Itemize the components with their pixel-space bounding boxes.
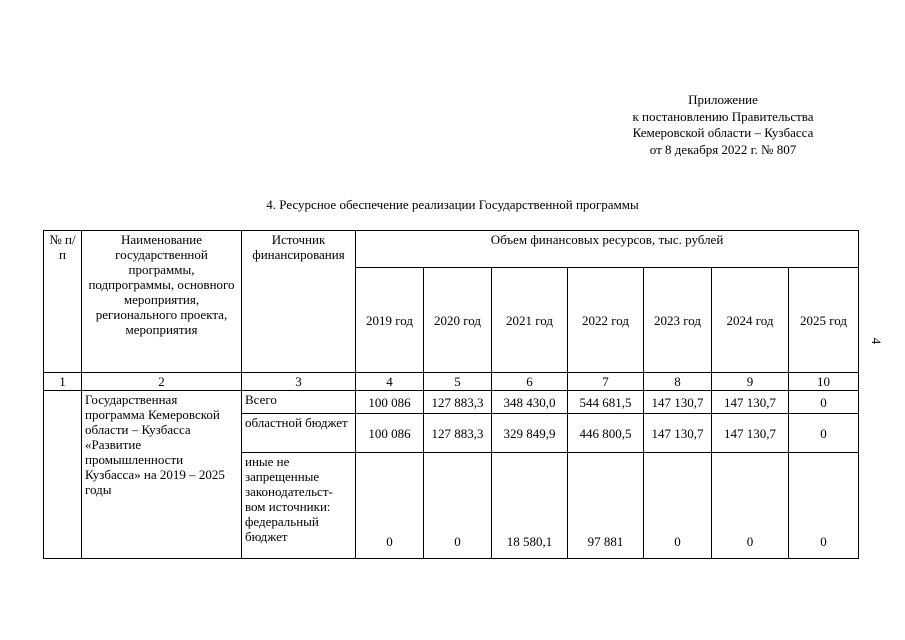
appendix-line: к постановлению Правительства <box>632 108 814 124</box>
appendix-line: Приложение <box>688 92 758 107</box>
row-num-cell <box>44 391 82 559</box>
source-cell: Всего <box>242 391 356 414</box>
header-year: 2019 год <box>356 268 424 373</box>
column-number: 9 <box>712 373 789 391</box>
value-cell: 0 <box>789 414 859 453</box>
column-number: 10 <box>789 373 859 391</box>
column-number: 7 <box>568 373 644 391</box>
page-number: 4 <box>869 337 884 345</box>
value-cell: 147 130,7 <box>712 391 789 414</box>
value-cell: 127 883,3 <box>424 391 492 414</box>
column-number: 8 <box>644 373 712 391</box>
appendix-line: Кемеровской области – Кузбасса <box>632 125 814 140</box>
header-year: 2025 год <box>789 268 859 373</box>
column-number: 3 <box>242 373 356 391</box>
header-volume: Объем финансовых ресурсов, тыс. рублей <box>356 231 859 268</box>
value-cell: 0 <box>789 453 859 559</box>
header-year: 2023 год <box>644 268 712 373</box>
value-cell: 0 <box>644 453 712 559</box>
value-cell: 0 <box>424 453 492 559</box>
table-row <box>44 391 859 414</box>
value-cell: 127 883,3 <box>424 414 492 453</box>
resource-table <box>43 230 859 559</box>
value-cell: 18 580,1 <box>492 453 568 559</box>
header-source: Источник финансирования <box>242 231 356 373</box>
header-year: 2022 год <box>568 268 644 373</box>
value-cell: 147 130,7 <box>644 414 712 453</box>
program-name-cell: Государственная программа Кемеровской области – Кузбасса «Развитие промышленности Кузбасса» на 2019 – 2025 годы <box>82 391 242 559</box>
value-cell: 329 849,9 <box>492 414 568 453</box>
value-cell: 0 <box>712 453 789 559</box>
column-number: 1 <box>44 373 82 391</box>
column-number: 4 <box>356 373 424 391</box>
header-year: 2024 год <box>712 268 789 373</box>
column-number-row <box>44 373 859 391</box>
value-cell: 348 430,0 <box>492 391 568 414</box>
appendix-line: от 8 декабря 2022 г. № 807 <box>649 141 797 157</box>
value-cell: 0 <box>356 453 424 559</box>
column-number: 2 <box>82 373 242 391</box>
value-cell: 100 086 <box>356 391 424 414</box>
value-cell: 446 800,5 <box>568 414 644 453</box>
value-cell: 100 086 <box>356 414 424 453</box>
header-year: 2020 год <box>424 268 492 373</box>
source-cell: областной бюджет <box>242 414 356 453</box>
source-cell: иные не запрещенные законодательст-вом источники: федеральный бюджет <box>242 453 356 559</box>
column-number: 6 <box>492 373 568 391</box>
header-row <box>44 231 859 268</box>
value-cell: 147 130,7 <box>712 414 789 453</box>
value-cell: 0 <box>789 391 859 414</box>
header-num: № п/п <box>44 231 82 373</box>
value-cell: 147 130,7 <box>644 391 712 414</box>
section-title: 4. Ресурсное обеспечение реализации Государственной программы <box>266 197 639 212</box>
header-year: 2021 год <box>492 268 568 373</box>
appendix-block <box>600 92 846 158</box>
header-name: Наименование государственной программы, подпрограммы, основного мероприятия, регионального проекта, мероприятия <box>82 231 242 373</box>
value-cell: 97 881 <box>568 453 644 559</box>
value-cell: 544 681,5 <box>568 391 644 414</box>
column-number: 5 <box>424 373 492 391</box>
